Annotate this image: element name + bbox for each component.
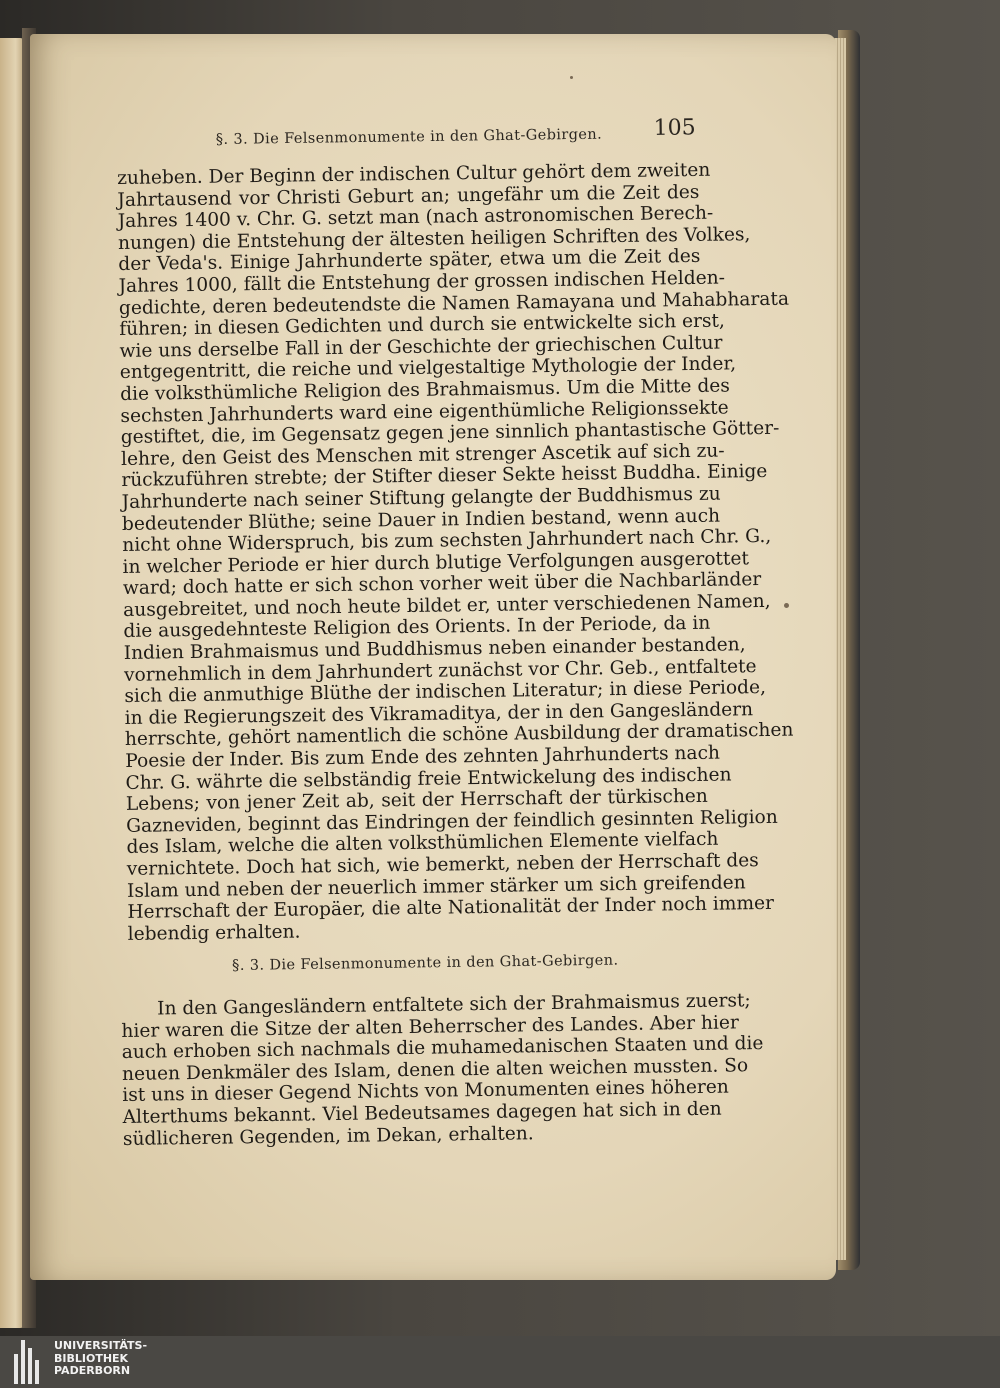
text-line: gedichte, deren bedeutendste die Namen Ramayana und Mahabharata: [118, 288, 790, 319]
section-heading: §. 3. Die Felsenmonumente in den Ghat-Gebirgen.: [232, 952, 619, 974]
text-line: Alterthums bekannt. Viel Bedeutsames dagegen hat sich in den: [122, 1098, 722, 1128]
library-logo-icon: [14, 1340, 46, 1384]
text-line: entgegentritt, die reiche und vielgestaltige Mythologie der Inder,: [119, 353, 737, 384]
text-line: sechsten Jahrhunderts ward eine eigenthümliche Religionssekte: [120, 397, 729, 427]
text-line: Poesie der Inder. Bis zum Ende des zehnten Jahrhunderts nach: [125, 742, 721, 772]
text-line: neuen Denkmäler des Islam, denen die alten weichen mussten. So: [121, 1055, 749, 1085]
text-line: die volksthümliche Religion des Brahmaismus. Um die Mitte des: [120, 375, 730, 405]
text-line: lebendig erhalten.: [127, 921, 301, 945]
text-line: Chr. G. währte die selbständig freie Entwickelung des indischen: [125, 764, 732, 794]
text-line: ward; doch hatte er sich schon vorher weit über die Nachbarländer: [122, 569, 762, 600]
text-line: die ausgedehnteste Religion des Orients. In der Periode, da in: [123, 613, 711, 643]
text-line: in die Regierungszeit des Vikramaditya, der in den Gangesländern: [124, 699, 754, 729]
text-line: auch erhoben sich nachmals die muhamedanischen Staaten und die: [121, 1033, 764, 1064]
text-line: der Veda's. Einige Jahrhunderte später, etwa um die Zeit des: [118, 246, 701, 276]
paragraph-1: [117, 159, 794, 945]
text-line: hier waren die Sitze der alten Beherrscher des Landes. Aber hier: [121, 1011, 739, 1042]
text-line: Jahres 1000, fällt die Entstehung der grossen indischen Helden-: [118, 267, 726, 297]
running-head: §. 3. Die Felsenmonumente in den Ghat-Gebirgen.: [215, 126, 603, 149]
text-line: nicht ohne Widerspruch, bis zum sechsten Jahrhundert nach Chr. G.,: [122, 525, 772, 557]
text-line: sich die anmuthige Blüthe der indischen Literatur; in diese Periode,: [124, 677, 767, 708]
text-line: Jahrhunderte nach seiner Stiftung gelangte der Buddhismus zu: [121, 483, 721, 513]
text-line: In den Gangesländern entfaltete sich der Brahmaismus zuerst;: [156, 990, 751, 1020]
text-line: Jahrtausend vor Christi Geburt an; ungefähr um die Zeit des: [117, 181, 700, 211]
text-line: zuheben. Der Beginn der indischen Cultur gehört dem zweiten: [117, 159, 711, 189]
text-line: bedeutender Blüthe; seine Dauer in Indien bestand, wenn auch: [121, 505, 721, 535]
text-line: rückzuführen strebte; der Stifter dieser Sekte heisst Buddha. Einige: [121, 461, 768, 492]
text-line: Herrschaft der Europäer, die alte Nationalität der Inder noch immer: [127, 893, 775, 924]
text-line: führen; in diesen Gedichten und durch sie entwickelte sich erst,: [119, 310, 725, 341]
page-header: [216, 115, 696, 156]
paragraph-2: [121, 990, 764, 1150]
text-line: Indien Brahmaismus und Buddhismus neben einander bestanden,: [123, 634, 746, 665]
text-line: nungen) die Entstehung der ältesten heiligen Schriften des Volkes,: [117, 223, 751, 254]
text-line: ist uns in dieser Gegend Nichts von Monumenten eines höheren: [122, 1076, 729, 1107]
text-line: ausgebreitet, und noch heute bildet er, unter verschiedenen Namen,: [123, 590, 771, 621]
page-number: 105: [653, 115, 696, 141]
library-logo-text: [54, 1340, 147, 1378]
text-line: Lebens; von jener Zeit ab, seit der Herrschaft der türkischen: [125, 786, 708, 816]
text-line: südlicheren Gegenden, im Dekan, erhalten.: [122, 1122, 534, 1150]
logo-line: PADERBORN: [54, 1364, 131, 1377]
text-line: herrschte, gehört namentlich die schöne Ausbildung der dramatischen: [124, 720, 794, 751]
text-line: in welcher Periode er hier durch blutige Verfolgungen ausgerottet: [122, 547, 750, 578]
text-line: vernichtete. Doch hat sich, wie bemerkt, neben der Herrschaft des: [126, 850, 759, 880]
text-line: Gazneviden, beginnt das Eindringen der feindlich gesinnten Religion: [126, 806, 778, 837]
text-line: wie uns derselbe Fall in der Geschichte der griechischen Cultur: [119, 332, 723, 362]
footer-bar: [0, 1336, 1000, 1388]
text-line: des Islam, welche die alten volksthümlichen Elemente vielfach: [126, 829, 719, 859]
text-line: Jahres 1400 v. Chr. G. setzt man (nach astronomischen Berech-: [117, 202, 714, 233]
text-line: vornehmlich in dem Jahrhundert zunächst vor Chr. Geb., entfaltete: [123, 655, 757, 686]
logo-line: UNIVERSITÄTS-: [54, 1339, 148, 1352]
text-line: lehre, den Geist des Menschen mit strenger Ascetik auf sich zu-: [120, 440, 725, 470]
text-line: gestiftet, die, im Gegensatz gegen jene sinnlich phantastische Götter-: [120, 417, 780, 449]
paper-speck: [784, 603, 789, 608]
text-line: Islam und neben der neuerlich immer stärker um sich greifenden: [126, 871, 746, 902]
logo-line: BIBLIOTHEK: [54, 1351, 129, 1365]
paper-speck: [570, 76, 573, 79]
